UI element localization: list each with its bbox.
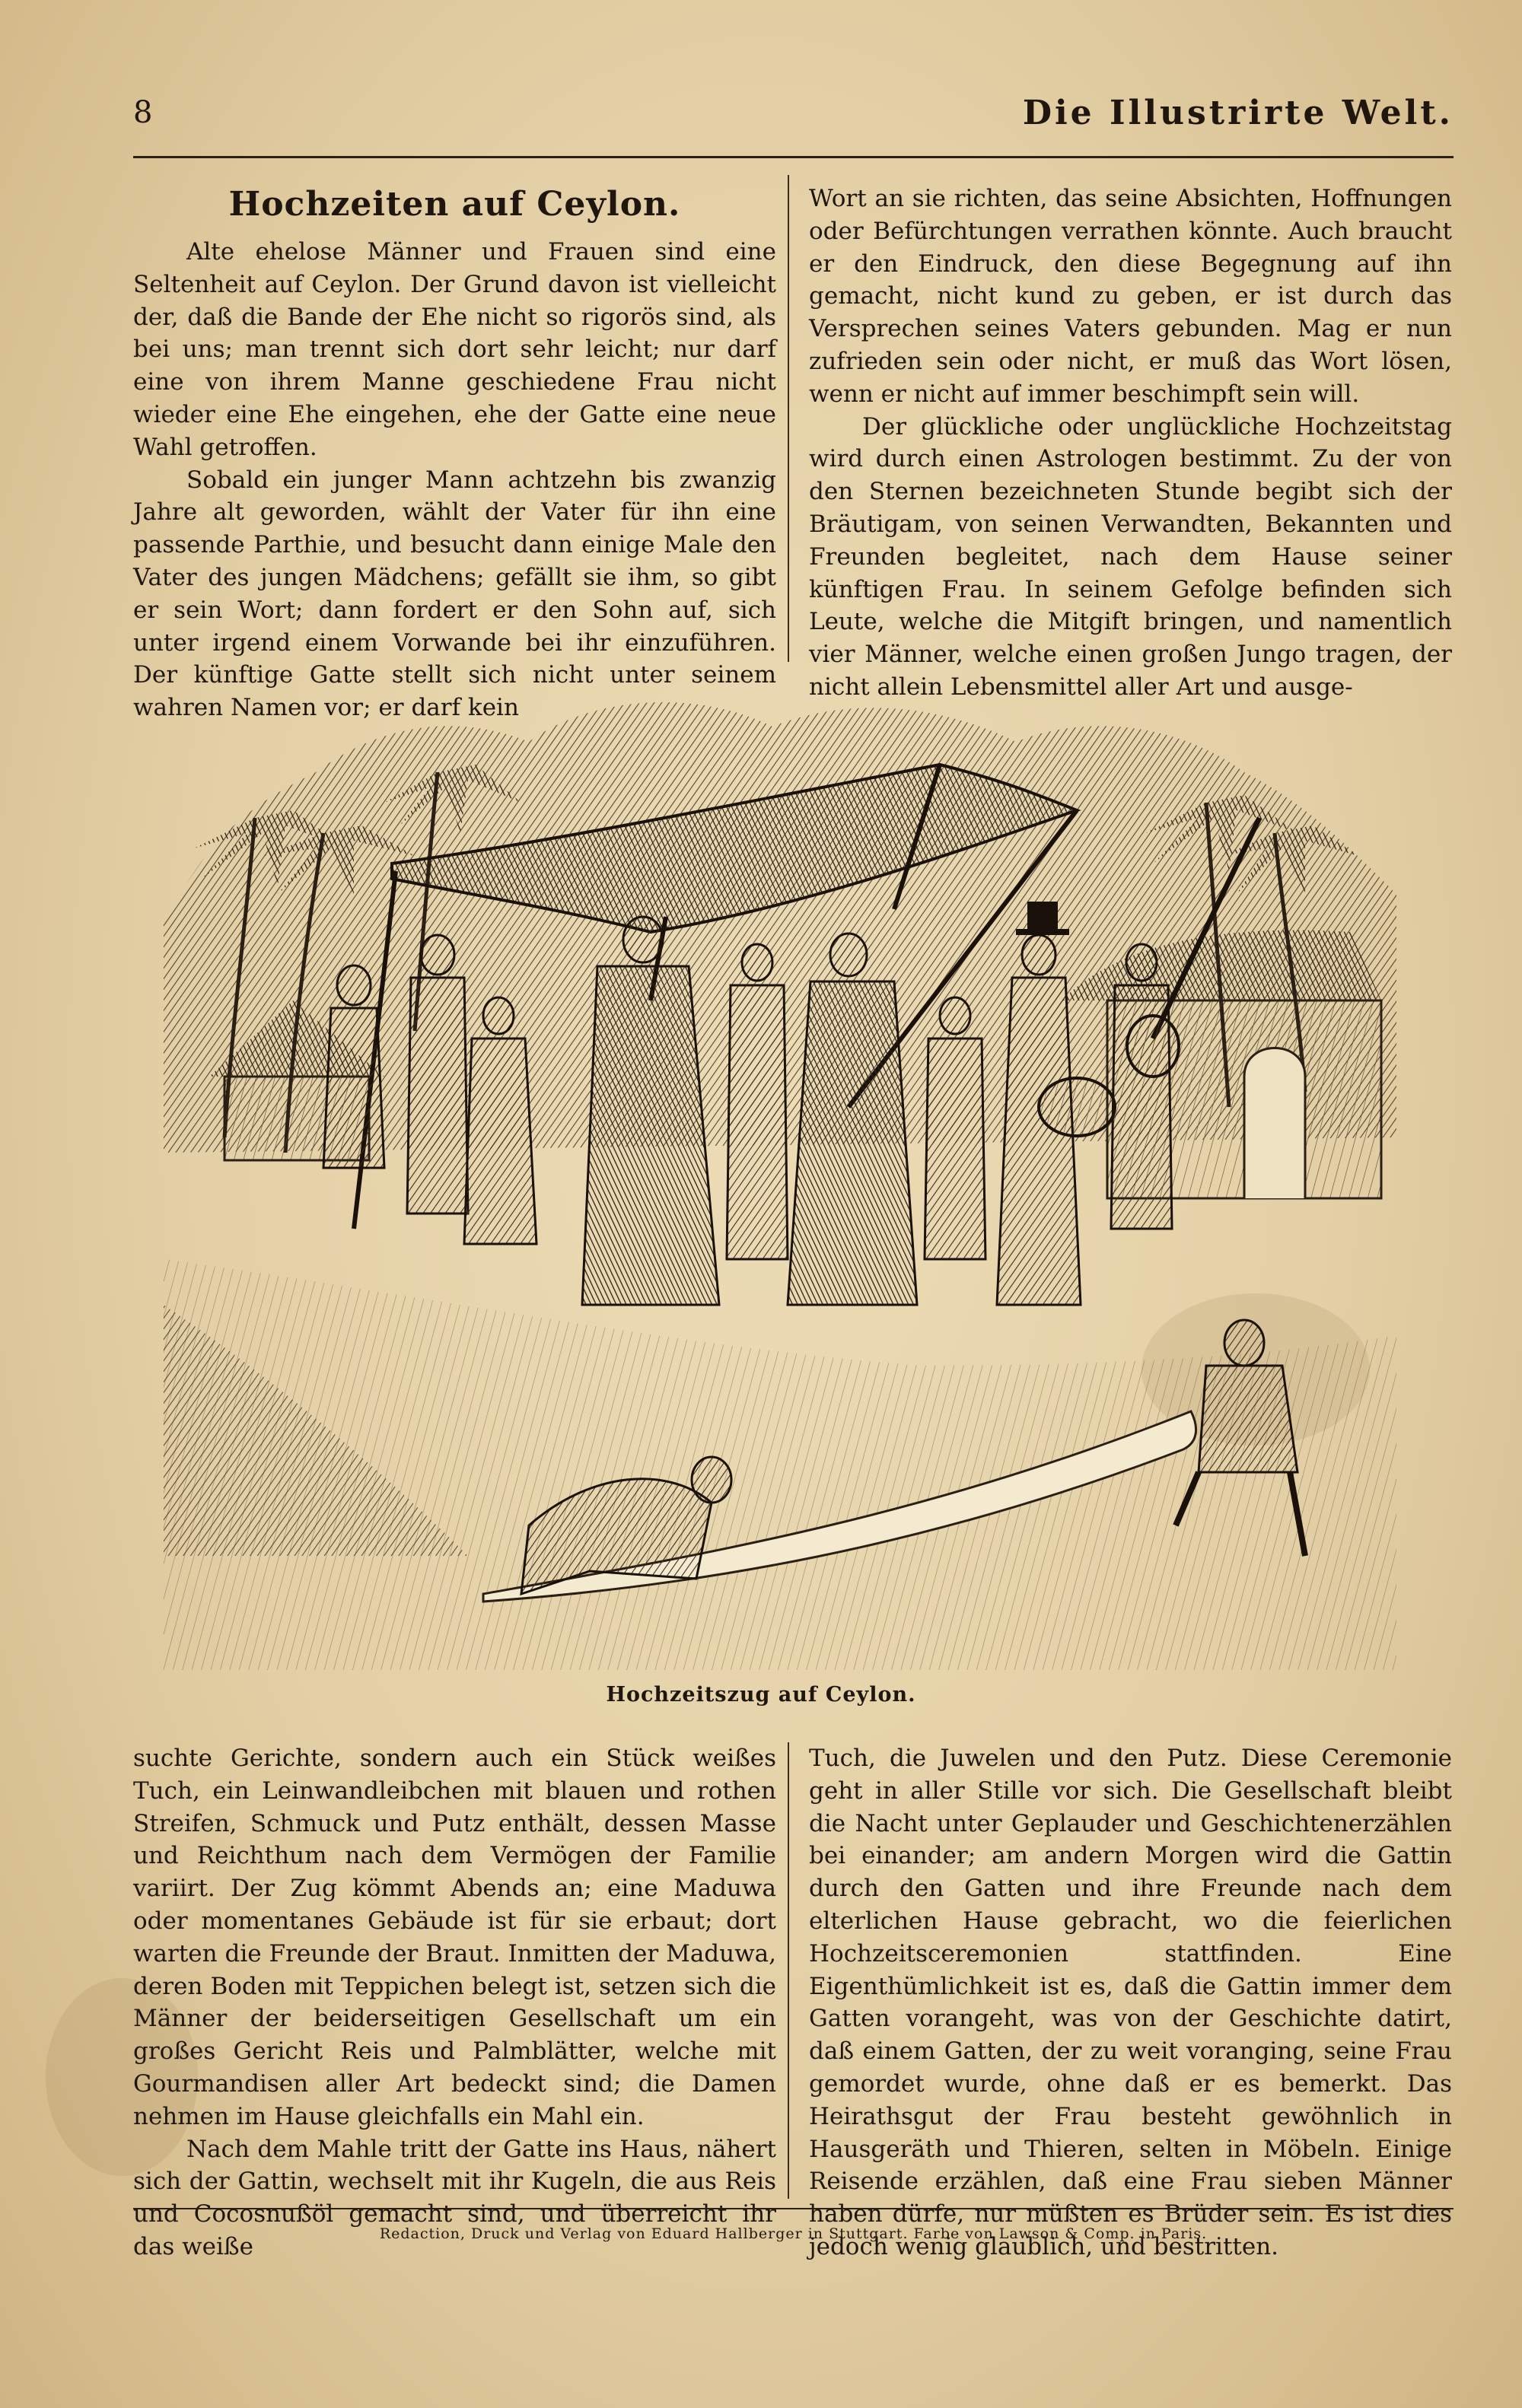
arcade-arch	[1244, 1048, 1305, 1199]
left-column-top	[133, 177, 776, 724]
paragraph: suchte Gerichte, sondern auch ein Stück weißes Tuch, ein Leinwandleibchen mit blauen und rothen Streifen, Schmuck und Putz enthält, dessen Masse und Reichthum nach dem Vermögen der Familie variirt. Der Zug kömmt Abends an; eine Maduwa oder momentanes Gebäude ist für sie erbaut; dort warten die Freunde der Braut. Inmitten der Maduwa, deren Boden mit Teppichen belegt ist, setzen sich die Männer der beiderseitigen Gesellschaft um ein großes Gericht Reis und Palmblätter, welche mit Gourmandisen aller Art bedeckt sind; die Damen nehmen im Hause gleichfalls ein Mahl ein.	[133, 1745, 776, 2130]
drum	[1039, 1078, 1115, 1136]
article-heading: Hochzeiten auf Ceylon.	[228, 185, 681, 224]
left-column-bottom	[133, 1742, 776, 2263]
wedding-procession-illustration	[164, 681, 1396, 1670]
paragraph: Der glückliche oder unglückliche Hochzeitstag wird durch einen Astrologen bestimmt. Zu der von den Sternen bezeichneten Stunde begibt sich der Bräutigam, von seinen Verwandten, Bekannten und Freunden begleitet, nach dem Hause seiner künftigen Frau. In seinem Gefolge befinden sich Leute, welche die Mitgift bringen, und namentlich vier Männer, welche einen großen Jungo tragen, der nicht allein Lebensmittel aller Art und ausge-	[809, 412, 1452, 701]
paragraph: Tuch, die Juwelen und den Putz. Diese Ceremonie geht in aller Stille vor sich. Die Gesellschaft bleibt die Nacht unter Geplauder und Geschichtenerzählen bei einander; am andern Morgen wird die Gattin durch den Gatten und ihre Freunde nach dem elterlichen Hause gebracht, wo die feierlichen Hochzeitsceremonien stattfinden. Eine Eigenthümlichkeit ist es, daß die Gattin immer dem Gatten vorangeht, was von der Geschichte datirt, daß einem Gatten, der zu weit voranging, seine Frau gemordet wurde, ohne daß er es bemerkt. Das Heirathsgut der Frau besteht gewöhnlich in Hausgeräth und Thieren, selten in Möbeln. Einige Reisende erzählen, daß eine Frau sieben Männer haben dürfe, nur müßten es Brüder sein. Es ist dies jedoch wenig glaublich, und bestritten.	[809, 1745, 1452, 2260]
right-column-bottom	[809, 1742, 1452, 2263]
paragraph: Wort an sie richten, das seine Absichten, Hoffnungen oder Befürchtungen verrathen könnte. Auch braucht er den Eindruck, den diese Begegnung auf ihn gemacht, nicht kund zu geben, er ist durch das Versprechen seines Vaters gebunden. Mag er nun zufrieden sein oder nicht, er muß das Wort lösen, wenn er nicht auf immer beschimpft sein will.	[809, 185, 1452, 408]
publisher-imprint: Redaction, Druck und Verlag von Eduard Hallberger in Stuttgart. Farbe von Lawson & Comp. in Paris.	[379, 2225, 1208, 2242]
engraving-svg	[164, 681, 1396, 1670]
page-number: 8	[133, 95, 153, 130]
column-divider	[788, 175, 789, 662]
right-column-top	[809, 183, 1452, 704]
illustration-caption: Hochzeitszug auf Ceylon.	[606, 1683, 916, 1707]
paragraph: Sobald ein junger Mann achtzehn bis zwanzig Jahre alt geworden, wählt der Vater für ihn eine passende Parthie, und besucht dann einige Male den Vater des jungen Mädchens; gefällt sie ihm, so gibt er sein Wort; dann fordert er den Sohn auf, sich unter irgend einem Vorwande bei ihr einzuführen. Der künftige Gatte stellt sich nicht unter seinem wahren Namen vor; er darf kein	[133, 466, 776, 722]
column-divider	[788, 1742, 789, 2199]
page-header	[133, 87, 1454, 141]
publication-title: Die Illustrirte Welt.	[1022, 94, 1454, 132]
paragraph: Nach dem Mahle tritt der Gatte ins Haus, nähert sich der Gattin, wechselt mit ihr Kugeln, die aus Reis und Cocosnußöl gemacht sind, und überreicht ihr das weiße	[133, 2135, 776, 2260]
paragraph: Alte ehelose Männer und Frauen sind eine Seltenheit auf Ceylon. Der Grund davon ist vielleicht der, daß die Bande der Ehe nicht so rigorös sind, als bei uns; man trennt sich dort sehr leicht; nur darf eine von ihrem Manne geschiedene Frau nicht wieder eine Ehe eingehen, ehe der Gatte eine neue Wahl getroffen.	[133, 238, 776, 461]
footer-rule	[133, 2208, 1454, 2209]
header-rule	[133, 156, 1454, 158]
